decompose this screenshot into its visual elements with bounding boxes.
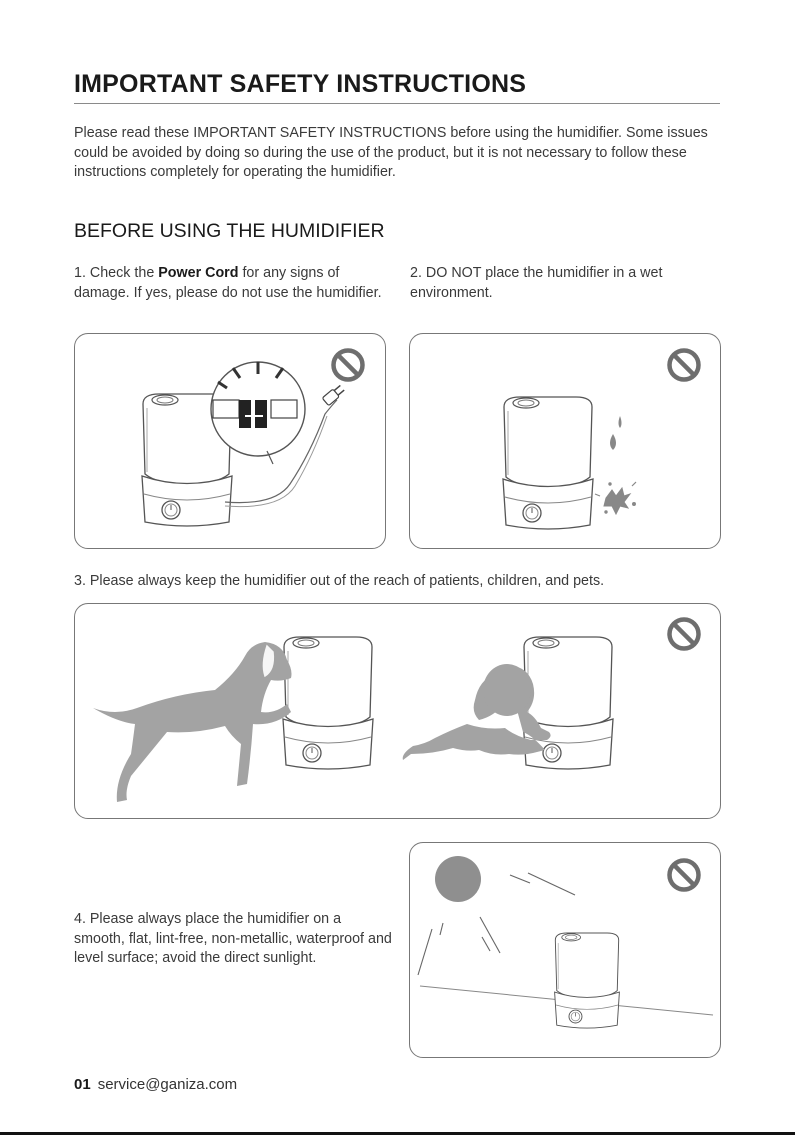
water-drop-icon xyxy=(610,416,622,450)
panel-power-cord xyxy=(74,333,386,549)
panel-sunlight xyxy=(409,842,721,1058)
panel-wet-environment xyxy=(409,333,721,549)
step-4-text: 4. Please always place the humidifier on a smooth, flat, lint-free, non-metallic, waterproof and level surface; avoid the direct sunlight. xyxy=(74,911,392,966)
step-1-suffix: for any signs of damage. If yes, please do not use the humidifier. xyxy=(74,265,382,301)
prohibited-icon xyxy=(670,351,699,380)
humidifier-illustration xyxy=(283,637,373,769)
power-cord-label: Power Cord xyxy=(158,265,239,281)
prohibited-icon xyxy=(334,351,363,380)
humidifier-illustration xyxy=(503,397,593,529)
step-3-text: 3. Please always keep the humidifier out of the reach of patients, children, and pets. xyxy=(74,573,605,589)
prohibited-icon xyxy=(670,861,699,890)
prohibited-icon xyxy=(670,620,699,649)
step-2-text: 2. DO NOT place the humidifier in a wet environment. xyxy=(410,265,663,301)
page-number: 01 xyxy=(74,1076,91,1093)
panel-children-pets xyxy=(74,603,721,819)
intro-paragraph: Please read these IMPORTANT SAFETY INSTRUCTIONS before using the humidifier. Some issues could be avoided by doing so during the use of the product, but it is not necessary to follow these instructions completely for operating the humidifier. xyxy=(74,125,708,180)
page-footer xyxy=(74,1076,237,1093)
step-1-prefix: 1. Check the xyxy=(74,265,159,281)
page-title: IMPORTANT SAFETY INSTRUCTIONS xyxy=(74,70,720,104)
step-1-text xyxy=(74,264,392,303)
sun-icon xyxy=(435,856,481,902)
power-plug-icon xyxy=(322,384,345,406)
humidifier-illustration xyxy=(555,933,620,1028)
dog-illustration xyxy=(93,642,292,802)
section-title: BEFORE USING THE HUMIDIFIER xyxy=(74,220,385,242)
support-email: service@ganiza.com xyxy=(97,1076,238,1093)
